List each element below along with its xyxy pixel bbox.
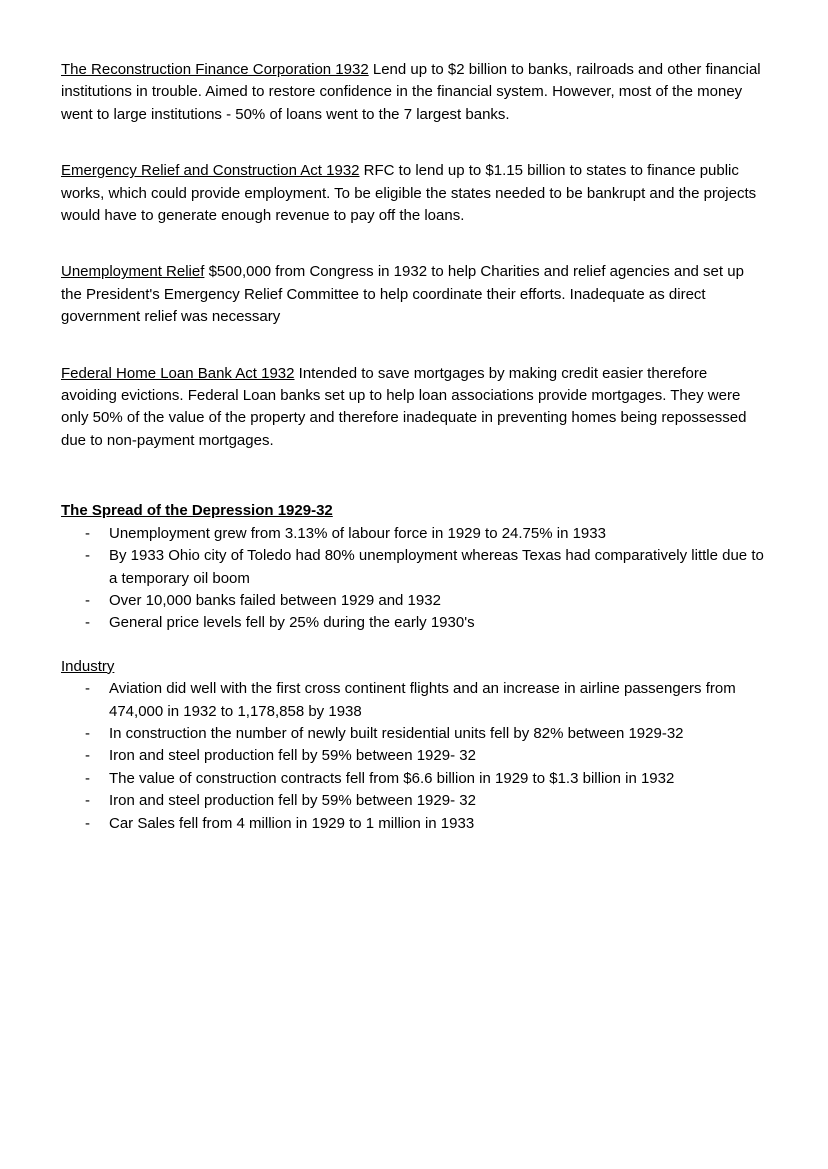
bullet-marker: - — [85, 524, 90, 542]
bullet-text: Unemployment grew from 3.13% of labour force in 1929 to 24.75% in 1933 — [109, 524, 606, 542]
section-heading-spread-of-depression: The Spread of the Depression 1929-32 — [61, 502, 333, 520]
list-item — [61, 590, 767, 612]
paragraph-body-text: Intended to save mortgages by making credit easier therefore avoiding evictions. Federal Loan banks set up to help loan associations provide mortgages. They were only 50% of the value of the property and therefore inadequate in preventing homes being repossessed due to non-payment mortgages. — [61, 364, 747, 449]
bullet-text: Over 10,000 banks failed between 1929 and 1932 — [109, 591, 441, 609]
spread-of-depression-list — [61, 523, 767, 635]
bullet-marker: - — [85, 747, 90, 765]
paragraph-lead-underlined: Federal Home Loan Bank Act 1932 — [61, 364, 295, 382]
list-item — [61, 612, 767, 634]
bullet-text: Iron and steel production fell by 59% between 1929- 32 — [109, 792, 476, 810]
paragraph-lead-underlined: The Reconstruction Finance Corporation 1932 — [61, 61, 369, 78]
bullet-text: Car Sales fell from 4 million in 1929 to 1 million in 1933 — [109, 814, 475, 832]
bullet-marker: - — [85, 769, 90, 787]
bullet-marker: - — [85, 614, 90, 632]
list-item — [61, 723, 767, 745]
paragraph-body-text: Lend up to $2 billion to banks, railroads and other financial institutions in trouble. Aimed to restore confidence in the financial system. However, most of the money went to large institutions - 50% of loans went to the 7 largest banks. — [61, 61, 761, 123]
paragraph-body-text: RFC to lend up to $1.15 billion to states to finance public works, which could provide employment. To be eligible the states needed to be bankrupt and the projects would have to generate enough revenue to pay off the loans. — [61, 162, 757, 225]
bullet-text: By 1933 Ohio city of Toledo had 80% unemployment whereas Texas had comparatively little due to a temporary oil boom — [109, 547, 764, 587]
paragraph-lead-underlined: Emergency Relief and Construction Act 1932 — [61, 162, 360, 180]
bullet-marker: - — [85, 792, 90, 810]
bullet-text: The value of construction contracts fell from $6.6 billion in 1929 to $1.3 billion in 1932 — [109, 769, 675, 787]
list-item — [61, 545, 767, 590]
paragraph-reconstruction-finance-corporation — [61, 59, 767, 126]
paragraph-federal-home-loan-bank-act — [61, 363, 767, 453]
list-item — [61, 523, 767, 545]
list-item — [61, 768, 767, 790]
bullet-marker: - — [85, 591, 90, 609]
paragraph-emergency-relief-act — [61, 160, 767, 227]
bullet-marker: - — [85, 680, 90, 698]
section-heading-industry: Industry — [61, 657, 115, 675]
bullet-text: Iron and steel production fell by 59% between 1929- 32 — [109, 747, 476, 765]
bullet-marker: - — [85, 547, 90, 565]
list-item — [61, 790, 767, 812]
industry-list — [61, 678, 767, 835]
paragraph-body-text: $500,000 from Congress in 1932 to help Charities and relief agencies and set up the President's Emergency Relief Committee to help coordinate their efforts. Inadequate as direct government relief was necessary — [61, 263, 744, 326]
list-item — [61, 813, 767, 835]
bullet-marker: - — [85, 724, 90, 742]
paragraph-lead-underlined: Unemployment Relief — [61, 263, 205, 281]
bullet-marker: - — [85, 814, 90, 832]
bullet-text: Aviation did well with the first cross continent flights and an increase in airline passengers from 474,000 in 1932 to 1,178,858 by 1938 — [109, 680, 736, 720]
bullet-text: In construction the number of newly built residential units fell by 82% between 1929-32 — [109, 724, 684, 742]
bullet-text: General price levels fell by 25% during the early 1930's — [109, 614, 475, 632]
list-item — [61, 678, 767, 723]
list-item — [61, 745, 767, 767]
paragraph-unemployment-relief — [61, 261, 767, 328]
